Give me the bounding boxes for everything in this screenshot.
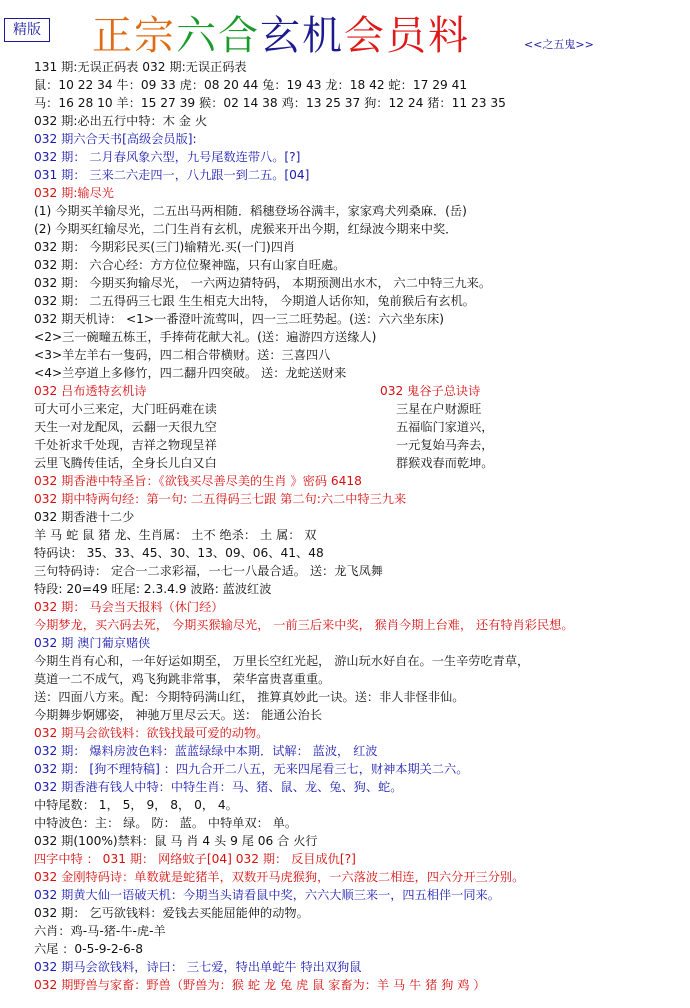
text-line: 032 期(100%)禁料：鼠 马 肖 4 头 9 尾 06 合 火行 [34, 834, 318, 848]
title-part-1: 正宗 [92, 13, 176, 59]
poem-right-title: 032 鬼谷子总诀诗 [380, 384, 481, 398]
text-line: 032 期香港中特圣旨：《欲钱买尽善尽美的生肖 》密码 6418 [34, 474, 362, 488]
text-line: 032 期中特两句经：第一句: 二五得码三七跟 第二句:六二中特三九来 [34, 492, 407, 506]
text-line: 032 期马会欲钱料：欲钱找最可爱的动物。 [34, 726, 269, 740]
text-line: 三句特码诗： 定合一二求彩福，一七一八最合适。 送：龙飞凤舞 [34, 564, 383, 578]
text-line: 032 期： 二五得码三七跟 生生相克大出特， 今期道人话你知，兔前猴后有玄机。 [34, 294, 475, 308]
text-line: 莫道一二不成气，鸡飞狗跳非常事， 荣华富贵喜重重。 [34, 672, 331, 686]
text-line: 中特尾数： 1， 5， 9， 8， 0， 4。 [34, 798, 238, 812]
text-line: 131 期:无误正码表 032 期:无误正码表 [34, 60, 247, 74]
poem-left-line: 可大可小三来定，大门旺码难在读 [34, 402, 217, 416]
text-line: 032 期:必出五行中特：木 金 火 [34, 114, 208, 128]
text-line: <3>羊左羊右一隻码，四二相合带横财。送：三喜四八 [34, 348, 331, 362]
premium-badge: 精版 [4, 18, 50, 42]
text-line: 送：四面八方来。配：今期特码满山红， 推算真妙此一诀。送：非人非怪非仙。 [34, 690, 465, 704]
text-line: 六肖：鸡-马-猪-牛-虎-羊 [34, 924, 166, 938]
text-line: 032 期:输尽光 [34, 186, 114, 200]
text-line: 六尾 ：0-5-9-2-6-8 [34, 942, 143, 956]
text-line: 鼠：10 22 34 牛：09 33 虎：08 20 44 兔：19 43 龙：18 42 蛇：17 29 41 [34, 78, 468, 92]
poem-left-line: 千处祈求千处现，吉祥之物现呈祥 [34, 438, 217, 452]
text-line: 马：16 28 10 羊：15 27 39 猴：02 14 38 鸡：13 25 37 狗：12 24 猪：11 23 35 [34, 96, 506, 110]
poem-right-line: 一元复始马奔去， [396, 438, 494, 452]
page-title [92, 4, 470, 61]
title-part-4: 会员料 [344, 13, 470, 59]
text-line: 032 期： 乞丐欲钱料：爱钱去买能屈能伸的动物。 [34, 906, 309, 920]
text-line: 032 期： 马会当天报料（休门经） [34, 600, 224, 614]
text-line: 032 期黄大仙一语破天机：今期当头请看鼠中奖，六六大顺三来一，四五相伴一同来。 [34, 888, 500, 902]
title-part-2: 六合 [176, 13, 260, 59]
text-line: 特段: 20=49 旺尾: 2.3.4.9 波路: 蓝波红波 [34, 582, 272, 596]
text-line: 031 期： 三来二六走四一，八九跟一到二五。[04] [34, 168, 310, 182]
text-line: (2) 今期买红输尽光，二门生肖有玄机，虎猴来开出今期，红绿波今期来中奖． [34, 222, 458, 236]
title-part-3: 玄机 [260, 13, 344, 59]
poem-right-line: 群猴戏春而乾坤。 [396, 456, 494, 470]
text-line: 032 期野兽与家畜：野兽（野兽为：猴 蛇 龙 兔 虎 鼠 家畜为：羊 马 牛 猪 狗 鸡 ） [34, 978, 486, 992]
text-line: 032 期： 六合心经：方方位位聚神臨，只有山家自旺處。 [34, 258, 346, 272]
page-subtitle: <<之五鬼>> [524, 38, 594, 51]
text-line: 032 期： 爆料房波色料：蓝蓝绿绿中本期．试解： 蓝波， 红波 [34, 744, 378, 758]
text-line: (1) 今期买羊输尽光，二五出马两相随．稻穗登场谷满丰，家家鸡犬列桑麻．(岳) [34, 204, 467, 218]
text-line: 032 金刚特码诗：单数就是蛇猪羊，双数开马虎猴狗，一六落波二相连，四六分开三分别。 [34, 870, 525, 884]
text-line: <2>三一碗疃五栋王，手捧荷花献大礼。(送：遍游四方送缘人) [34, 330, 377, 344]
text-line: 羊 马 蛇 鼠 猪 龙、生肖属： 土不 绝杀： 土 属： 双 [34, 528, 317, 542]
text-line: <4>兰亭道上多修竹，四二翻升四突破。 送：龙蛇送财来 [34, 366, 347, 380]
text-line: 今期生肖有心和，一年好运如期至， 万里长空红光起， 游山玩水好自在。一生辛劳吃青草， [34, 654, 530, 668]
text-line: 今期梦龙，买六码去死， 今期买猴输尽光， 一前三后来中奖， 猴肖今期上台难， 还有特肖彩民想。 [34, 618, 574, 632]
text-line: 032 期： [狗不理特稿] ：四九合开二八五，无来四尾看三七，财神本期关二六。 [34, 762, 469, 776]
text-line: 032 期香港有钱人中特：中特生肖：马、猪、鼠、龙、兔、狗、蛇。 [34, 780, 403, 794]
poem-left-line: 云里飞腾传佳话，全身长儿白又白 [34, 456, 217, 470]
poem-right-line: 五福临门家道兴， [396, 420, 494, 434]
text-line: 中特波色：主： 绿。 防： 蓝。 中特单双： 单。 [34, 816, 298, 830]
poem-right-line: 三星在户财源旺 [396, 402, 482, 416]
poem-left-line: 天生一对龙配凤，云翻一天很九空 [34, 420, 217, 434]
text-line: 032 期： 二月春风象六型，九号尾数连带八。[?] [34, 150, 301, 164]
poem-left-title: 032 吕布透特玄机诗 [34, 384, 147, 398]
text-line: 032 期： 今期买狗输尽光， 一六两边猜特码， 本期预测出水木， 六二中特三九来。 [34, 276, 492, 290]
text-line: 032 期香港十二少 [34, 510, 135, 524]
text-line: 032 期 澳门葡京赌侠 [34, 636, 151, 650]
text-line: 四字中特 ： 031 期： 网络蚊子[04] 032 期： 反目成仇[?] [34, 852, 356, 866]
text-line: 032 期马会欲钱料，诗曰： 三七爱，特出单蛇牛 特出双狗鼠 [34, 960, 362, 974]
text-line: 032 期六合天书[高级会员版]: [34, 132, 197, 146]
text-line: 今期舞步婀娜姿， 神驰万里尽云天。送： 能通公治长 [34, 708, 323, 722]
text-line: 特码诀： 35、33、45、30、13、09、06、41、48 [34, 546, 324, 560]
text-line: 032 期： 今期彩民买(三门)输精光.买(一门)四肖 [34, 240, 296, 254]
text-line: 032 期天机诗： <1>一番澄叶流莺叫，四一三二旺势起。(送：六六坐东床) [34, 312, 444, 326]
